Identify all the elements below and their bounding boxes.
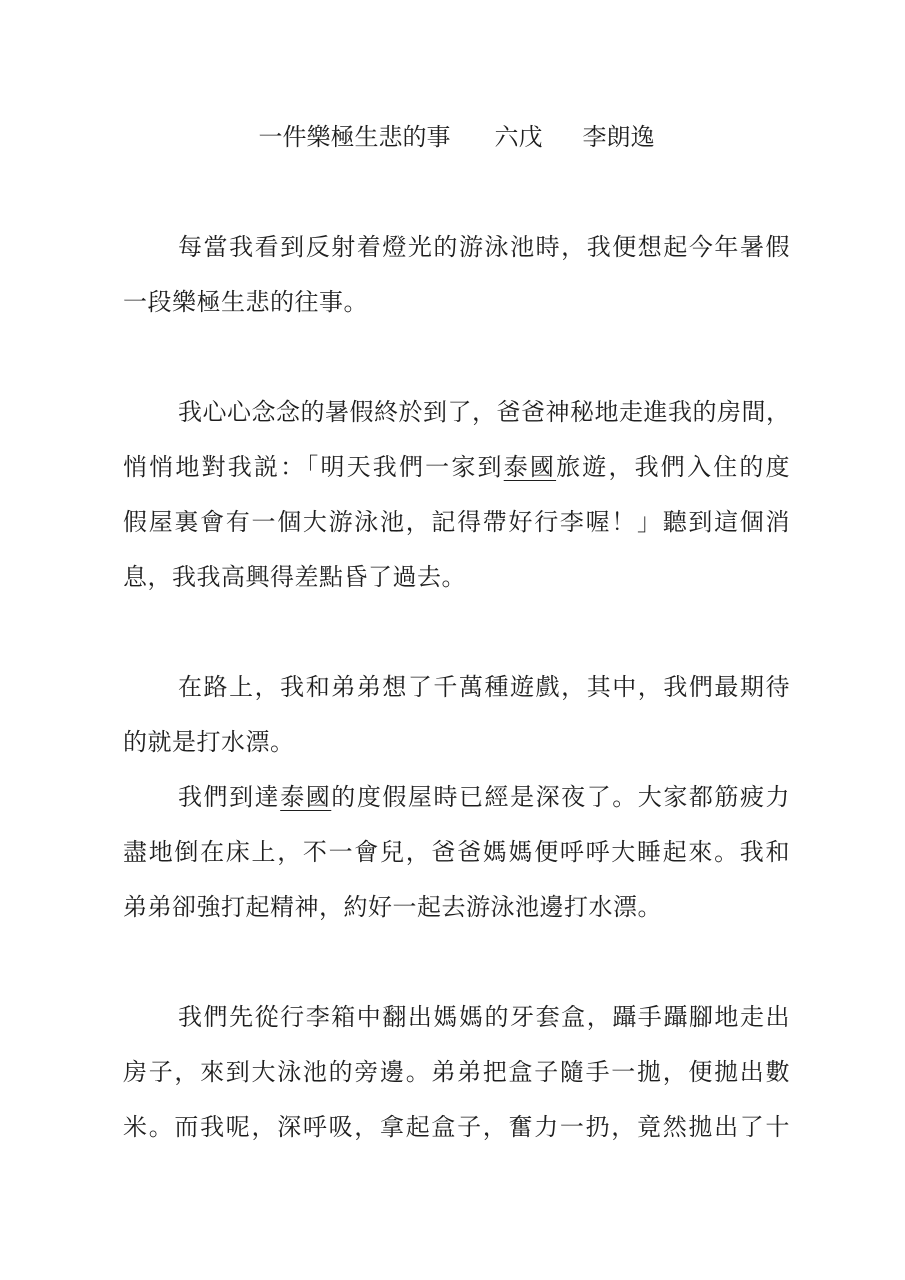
paragraph <box>123 771 790 936</box>
class-label: 六戊 <box>494 125 543 151</box>
text-line <box>123 551 790 606</box>
text-segment: 我心心念念的暑假終於到了，爸爸神秘地走進我的房間， <box>178 400 791 426</box>
text-segment: 我們先從行李箱中翻出媽媽的牙套盒，躡手躡腳地走出 <box>178 1005 790 1031</box>
text-segment: 一段樂極生悲的往事。 <box>123 290 368 316</box>
text-segment: 房子，來到大泳池的旁邊。弟弟把盒子隨手一拋，便拋出數 <box>123 1060 790 1086</box>
underlined-text: 泰國 <box>280 785 332 811</box>
text-line <box>123 661 790 716</box>
paragraph <box>123 386 790 606</box>
text-line <box>123 386 790 441</box>
paragraph <box>123 221 790 331</box>
text-line <box>123 716 790 771</box>
text-line <box>123 441 790 496</box>
text-segment: 我們到達 <box>178 785 281 811</box>
essay-title: 一件樂極生悲的事 <box>258 125 451 151</box>
paragraph <box>123 991 790 1156</box>
text-segment: 息，我我高興得差點昏了過去。 <box>123 565 466 591</box>
text-line <box>123 771 790 826</box>
essay-body <box>123 221 905 1156</box>
author-name: 李朗逸 <box>582 125 655 151</box>
text-line <box>123 221 790 276</box>
text-segment: 盡地倒在床上，不一會兒，爸爸媽媽便呼呼大睡起來。我和 <box>123 840 790 866</box>
text-segment: 的度假屋時已經是深夜了。大家都筋疲力 <box>331 785 791 811</box>
text-segment: 旅遊，我們入住的度 <box>556 455 791 481</box>
paragraph <box>123 661 790 771</box>
text-line <box>123 826 790 881</box>
text-segment: 弟弟卻強打起精神，約好一起去游泳池邊打水漂。 <box>123 895 662 921</box>
text-segment: 在路上，我和弟弟想了千萬種遊戲，其中，我們最期待 <box>178 675 790 701</box>
text-segment: 悄悄地對我説：「明天我們一家到 <box>123 455 504 481</box>
text-line <box>123 496 790 551</box>
underlined-text: 泰國 <box>503 455 557 481</box>
text-line <box>123 276 790 331</box>
text-segment: 每當我看到反射着燈光的游泳池時，我便想起今年暑假 <box>178 235 790 261</box>
text-line <box>123 881 790 936</box>
text-line <box>123 991 790 1046</box>
text-line <box>123 1101 790 1156</box>
essay-title-line <box>123 111 790 166</box>
text-segment: 米。而我呢，深呼吸，拿起盒子，奮力一扔，竟然拋出了十 <box>123 1115 790 1141</box>
text-line <box>123 1046 790 1101</box>
text-segment: 的就是打水漂。 <box>123 730 295 756</box>
text-segment: 假屋裏會有一個大游泳池，記得帶好行李喔！」聽到這個消 <box>123 510 790 536</box>
